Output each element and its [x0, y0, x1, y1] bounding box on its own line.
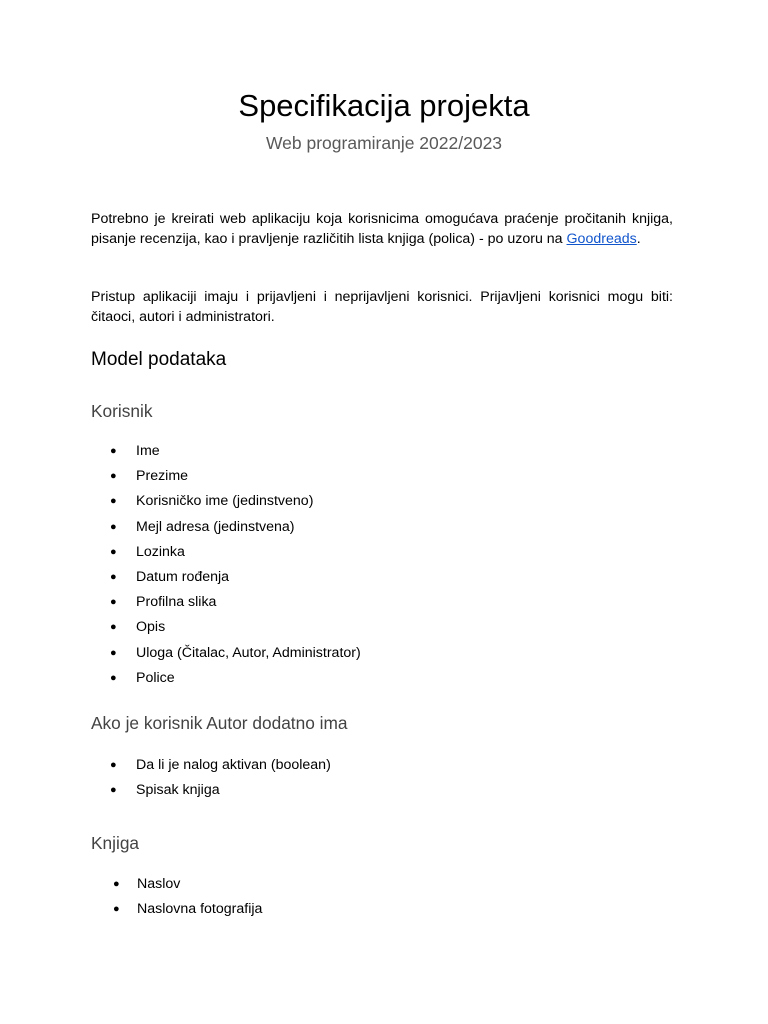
intro-paragraph [91, 210, 673, 249]
list-item-text: Uloga (Čitalac, Autor, Administrator) [136, 644, 361, 661]
access-paragraph: Pristup aplikaciji imaju i prijavljeni i neprijavljeni korisnici. Prijavljeni korisnici mogu biti: čitaoci, autori i administratori. [91, 289, 673, 325]
list-item-text: Profilna slika [136, 594, 217, 611]
list-item-text: Datum rođenja [136, 568, 230, 585]
subheading-korisnik: Korisnik [91, 401, 153, 421]
bullet-icon: ● [110, 445, 117, 457]
document-subtitle: Web programiranje 2022/2023 [265, 133, 503, 153]
list-item-text: Korisničko ime (jedinstveno) [136, 493, 314, 510]
subheading-knjiga: Knjiga [91, 833, 140, 853]
list-item-text: Naslovna fotografija [137, 901, 263, 918]
bullet-icon: ● [110, 570, 117, 583]
list-item-text: Mejl adresa (jedinstvena) [136, 518, 295, 535]
bullet-icon: ● [110, 759, 117, 771]
subheading-autor: Ako je korisnik Autor dodatno ima [91, 713, 348, 733]
bullet-icon: ● [110, 596, 117, 609]
bullet-icon: ● [110, 646, 117, 659]
list-item-text: Opis [136, 619, 166, 636]
section-heading-model: Model podataka [91, 349, 227, 370]
goodreads-link[interactable]: Goodreads [566, 230, 637, 247]
list-item-text: Naslov [137, 876, 181, 892]
intro-text-end: . [636, 230, 641, 247]
bullet-icon: ● [110, 520, 117, 533]
bullet-icon: ● [110, 671, 117, 684]
bullet-icon: ● [110, 495, 117, 508]
bullet-icon: ● [110, 545, 117, 558]
list-item-text: Da li je nalog aktivan (boolean) [136, 757, 331, 773]
list-item-text: Lozinka [136, 543, 185, 560]
intro-text: Potrebno je kreirati web aplikaciju koja korisnicima omogućava praćenje pročitanih knjiga, pisanje recenzija, kao i pravljenje različitih lista knjiga (polica) - po uzoru na [91, 211, 673, 247]
list-item-text: Police [136, 669, 175, 686]
bullet-icon: ● [110, 470, 117, 483]
document-title: Specifikacija projekta [238, 88, 530, 123]
bullet-icon: ● [113, 878, 120, 890]
list-item-text: Spisak knjiga [136, 782, 220, 799]
list-item-text: Ime [136, 443, 160, 459]
bullet-icon: ● [110, 784, 117, 797]
bullet-icon: ● [113, 903, 120, 916]
list-item-text: Prezime [136, 468, 189, 485]
bullet-icon: ● [110, 621, 117, 634]
